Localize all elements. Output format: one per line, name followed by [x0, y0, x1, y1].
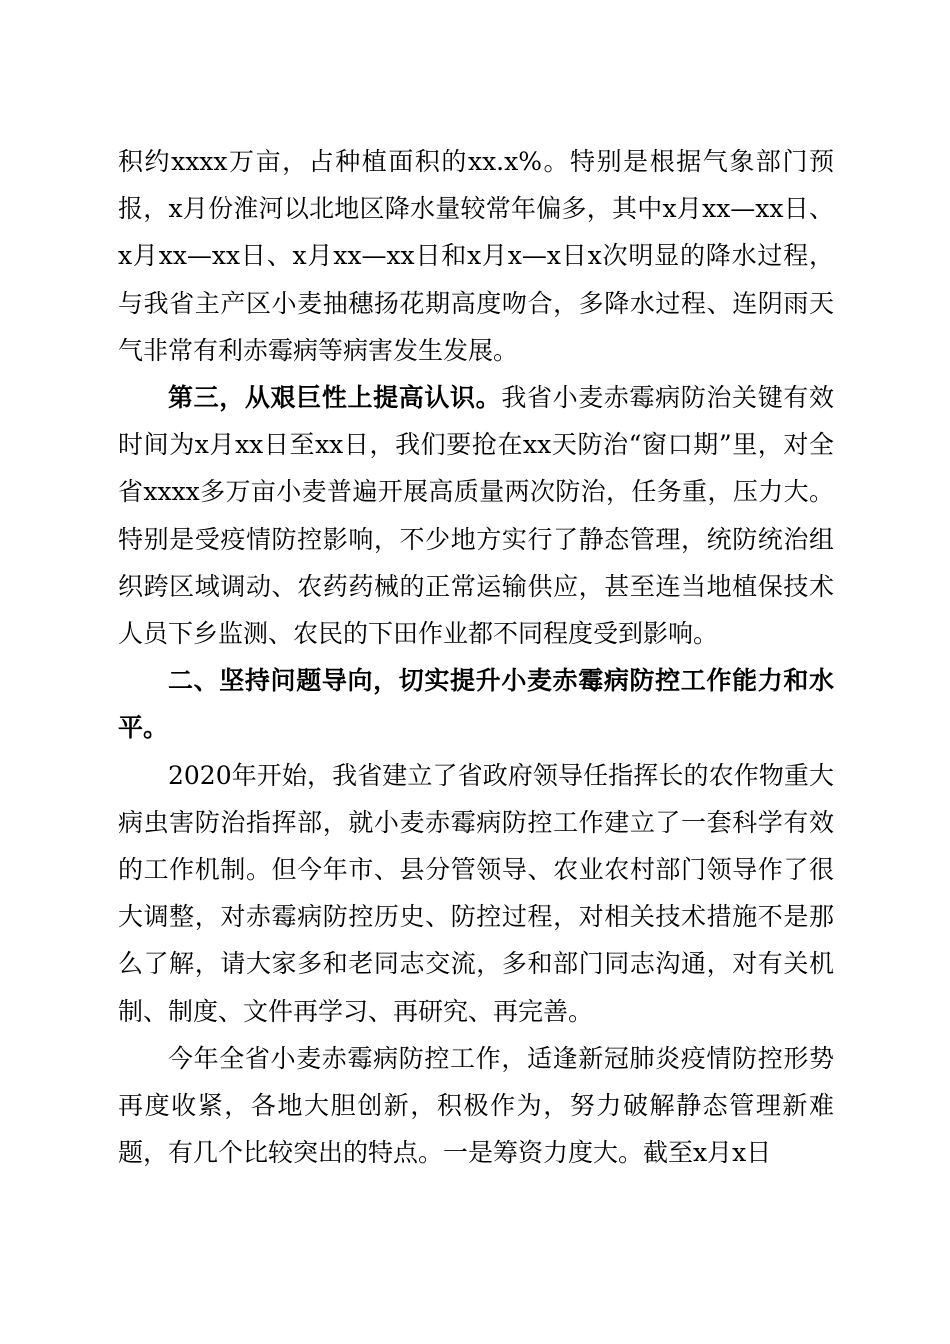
section-heading: 二、坚持问题导向，切实提升小麦赤霉病防控工作能力和水平。	[118, 666, 834, 743]
paragraph-lead: 第三，从艰巨性上提高认识。	[168, 383, 502, 413]
document-body	[118, 138, 834, 1176]
paragraph-body: 我省小麦赤霉病防治关键有效时间为x月xx日至xx日，我们要抢在xx天防治“窗口期”里，对全省xxxx多万亩小麦普遍开展高质量两次防治，任务重，压力大。特别是受疫情防控影响，不少地方实行了静态管理，统防统治组织跨区域调动、农药药械的正常运输供应，甚至连当地植保技术人员下乡监测、农民的下田作业都不同程度受到影响。	[118, 383, 834, 649]
paragraph-2020: 2020年开始，我省建立了省政府领导任指挥长的农作物重大病虫害防治指挥部，就小麦赤霉病防控工作建立了一套科学有效的工作机制。但今年市、县分管领导、农业农村部门领导作了很大调整，对赤霉病防控历史、防控过程，对相关技术措施不是那么了解，请大家多和老同志交流，多和部门同志沟通，对有关机制、制度、文件再学习、再研究、再完善。	[118, 760, 834, 1026]
paragraph-third-point	[118, 374, 834, 657]
paragraph-continuation: 积约xxxx万亩，占种植面积的xx.x%。特别是根据气象部门预报，x月份淮河以北地区降水量较常年偏多，其中x月xx—xx日、x月xx—xx日、x月xx—xx日和x月x—x日x次明显的降水过程，与我省主产区小麦抽穗扬花期高度吻合，多降水过程、连阴雨天气非常有利赤霉病等病害发生发展。	[118, 147, 834, 365]
paragraph-this-year: 今年全省小麦赤霉病防控工作，适逢新冠肺炎疫情防控形势再度收紧，各地大胆创新，积极作为，努力破解静态管理新难题，有几个比较突出的特点。一是筹资力度大。截至x月x日	[118, 1043, 834, 1168]
